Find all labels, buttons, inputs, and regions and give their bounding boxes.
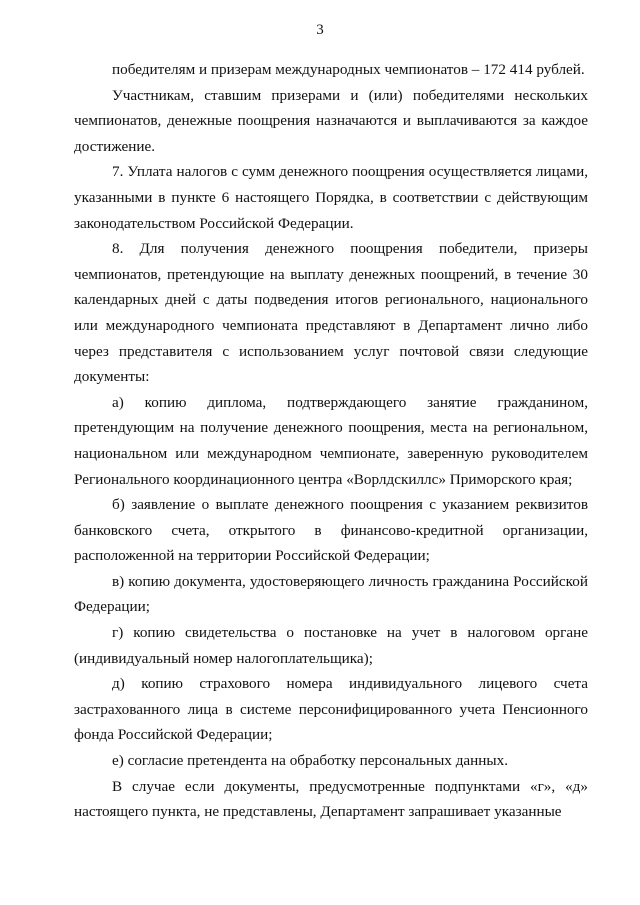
- paragraph-prize-amount: победителям и призерам международных чемпионатов – 172 414 рублей.: [112, 61, 585, 78]
- subitem-b-application: б) заявление о выплате денежного поощрения с указанием реквизитов банковского счета, открытого в финансово-кредитной организации, расположенной на территории Российской Федерации;: [74, 496, 588, 565]
- subitem-e-consent: е) согласие претендента на обработку персональных данных.: [112, 752, 509, 770]
- subitem-g-tax-certificate: г) копию свидетельства о постановке на учет в налоговом органе (индивидуальный номер налогоплательщика);: [74, 624, 588, 667]
- paragraph-item-8-documents: 8. Для получения денежного поощрения победители, призеры чемпионатов, претендующие на выплату денежных поощрений, в течение 30 календарных дней с даты подведения итогов регионального, национального или международного чемпионата представляют в Департамент лично либо через представителя с использованием услуг почтовой связи следующие документы:: [74, 240, 588, 386]
- subitem-a-diploma: а) копию диплома, подтверждающего занятие гражданином, претендующим на получение денежного поощрения, места на региональном, национальном или международном чемпионате, заверенную руководителем Регионального координационного центра «Ворлдскиллс» Приморского края;: [74, 393, 588, 488]
- subitem-v-identity: в) копию документа, удостоверяющего личность гражданина Российской Федерации;: [74, 572, 588, 616]
- paragraph-item-7-taxes: 7. Уплата налогов с сумм денежного поощрения осуществляется лицами, указанными в пункте 6 настоящего Порядка, в соответствии с действующим законодательством Российской Федерации.: [74, 163, 588, 232]
- page-number: 3: [316, 22, 324, 38]
- subitem-d-insurance-number: д) копию страхового номера индивидуального лицевого счета застрахованного лица в системе персонифицированного учета Пенсионного фонда Российской Федерации;: [74, 675, 588, 744]
- paragraph-missing-documents: В случае если документы, предусмотренные подпунктами «г», «д» настоящего пункта, не представлены, Департамент запрашивает указанные: [74, 777, 588, 821]
- document-body: [74, 57, 588, 825]
- paragraph-multiple-winners: Участникам, ставшим призерами и (или) победителями нескольких чемпионатов, денежные поощрения назначаются и выплачиваются за каждое достижение.: [74, 86, 588, 155]
